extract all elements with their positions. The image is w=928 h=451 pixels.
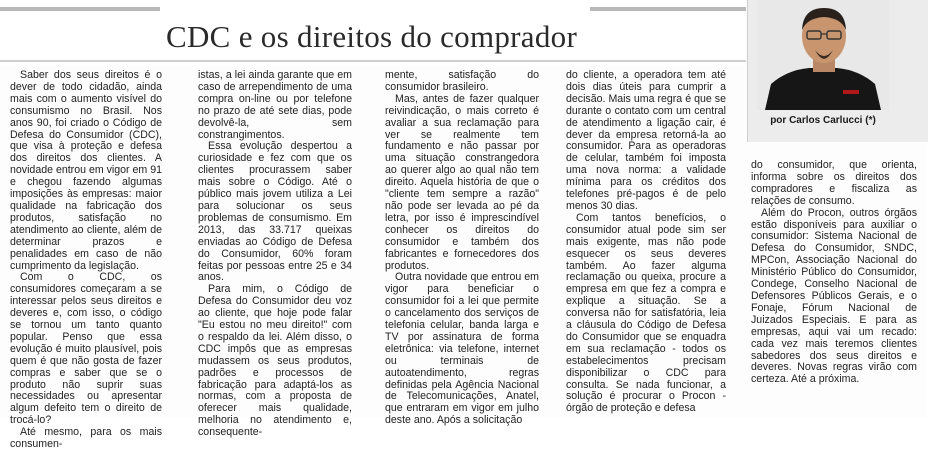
author-portrait-image xyxy=(757,0,889,110)
paragraph: do cliente, a operadora tem até dois dias úteis para cumprir a decisão. Mais uma regra é que se durante o contato com um central de atendimento a ligação cair, é dever da empresa retorná-la ao consumidor. Para as operadoras de celular, também foi imposta uma nova norma: a validade mínima para os créditos dos telefones pré-pagos é de pelo menos 30 dias. xyxy=(566,69,726,212)
article-column-1 xyxy=(10,69,162,451)
article-column-4 xyxy=(566,70,726,416)
paragraph: Para mim, o Código de Defesa do Consumidor deu voz ao cliente, que hoje pode falar "Eu estou no meu direito!" com o respaldo da lei. Além disso, o CDC impôs que as empresas mudassem os seus produtos, padrões e processos de fabricação para adaptá-los as normas, com a proposta de oferecer mais qualidade, melhoria no atendimento e, consequente- xyxy=(198,283,352,439)
author-photo xyxy=(757,0,889,110)
title-rule-left xyxy=(0,7,160,11)
paragraph: Essa evolução despertou a curiosidade e fez com que os clientes procurassem saber mais sobre o Código. Até o público mais jovem utiliza a Lei para solucionar os seus problemas de consumismo. Em 2013, das 33.717 queixas enviadas ao Código de Defesa do Consumidor, 60% foram feitas por pessoas entre 25 e 34 anos. xyxy=(198,140,352,284)
paragraph: Com tantos benefícios, o consumidor atual pode sim ser mais exigente, mas não pode esquecer os seus deveres também. Ao fazer alguma reclamação ou queixa, procure a empresa em que fez a compra e explique a situação. Se a conversa não for satisfatória, leia a cláusula do Código de Defesa do Consumidor que se enquadra em sua reclamação - todos os estabelecimentos precisam disponibilizar o CDC para consulta. Se nada funcionar, a solução é procurar o Procon - órgão de proteção e defesa xyxy=(566,211,726,415)
author-byline: por Carlos Carlucci (*) xyxy=(770,115,876,126)
headline-banner xyxy=(0,0,746,66)
paragraph: mente, satisfação do consumidor brasileiro. xyxy=(385,69,539,93)
article-column-2 xyxy=(198,69,352,439)
paragraph: do consumidor, que orienta, informa sobre os direitos dos compradores e fiscaliza as relações de consumo. xyxy=(751,159,917,207)
paragraph: Além do Procon, outros órgãos estão disponíveis para auxiliar o consumidor: Sistema Nacional de Defesa do Consumidor, SNDC, MPCon, Associação Nacional do Ministério Público do Consumidor, Condege, Conselho Nacional de Defensores Públicos Gerais, e o Fonaje, Fórum Nacional de Juizados Especiais. E para as empresas, aqui vai um recado: cada vez mais teremos clientes sabedores dos seus direitos e deveres. Novas regras virão com certeza. Até a próxima. xyxy=(751,206,917,386)
article-title: CDC e os direitos do comprador xyxy=(166,19,578,54)
title-rule-bottom xyxy=(0,60,746,62)
paragraph: istas, a lei ainda garante que em caso de arrependimento de uma compra on-line ou por telefone no prazo de até sete dias, pode devolvê-la, sem constrangimentos. xyxy=(198,69,352,141)
article-column-3 xyxy=(385,69,539,427)
title-rule-right xyxy=(590,7,746,11)
article-column-5 xyxy=(751,160,917,416)
paragraph: Até mesmo, para os mais consumen- xyxy=(10,426,162,451)
paragraph: Saber dos seus direitos é o dever de todo cidadão, ainda mais com o aumento visível do consumismo no Brasil. Nos anos 90, foi criado o Código de Defesa do Consumidor (CDC), que visa à proteção e defesa dos direitos dos clientes. A novidade entrou em vigor em 91 e chegou fazendo algumas imposições às empresas: maior qualidade na fabricação dos produtos, satisfação no atendimento ao cliente, além de determinar prazos e penalidades em caso de não cumprimento da legislação. xyxy=(10,69,162,272)
paragraph: Mas, antes de fazer qualquer reivindicação, o mais correto é avaliar a sua reclamação para ver se realmente tem fundamento e não passar por uma situação constrangedora ao querer algo ao qual não tem direito. Aquela história de que o "cliente tem sempre a razão" não pode ser levada ao pé da letra, por isso é imprescindível conhecer os direitos do consumidor e também dos fabricantes e fornecedores dos produtos. xyxy=(385,92,539,272)
paragraph: Outra novidade que entrou em vigor para beneficiar o consumidor foi a lei que permite o cancelamento dos serviços de telefonia celular, banda larga e TV por assinatura de forma eletrônica: via telefone, internet ou terminais de autoatendimento, regras definidas pela Agência Nacional de Telecomunicações, Anatel, que entraram em vigor em julho deste ano. Após a solicitação xyxy=(385,271,539,427)
paragraph: Com o CDC, os consumidores começaram a se interessar pelos seus direitos e deveres e, com isso, o código se tornou um tanto quanto popular. Penso que essa evolução é muito plausível, pois quem é que não gosta de fazer compras e saber que se o produto não suprir suas necessidades ou apresentar algum defeito tem o direito de trocá-lo? xyxy=(10,271,162,427)
